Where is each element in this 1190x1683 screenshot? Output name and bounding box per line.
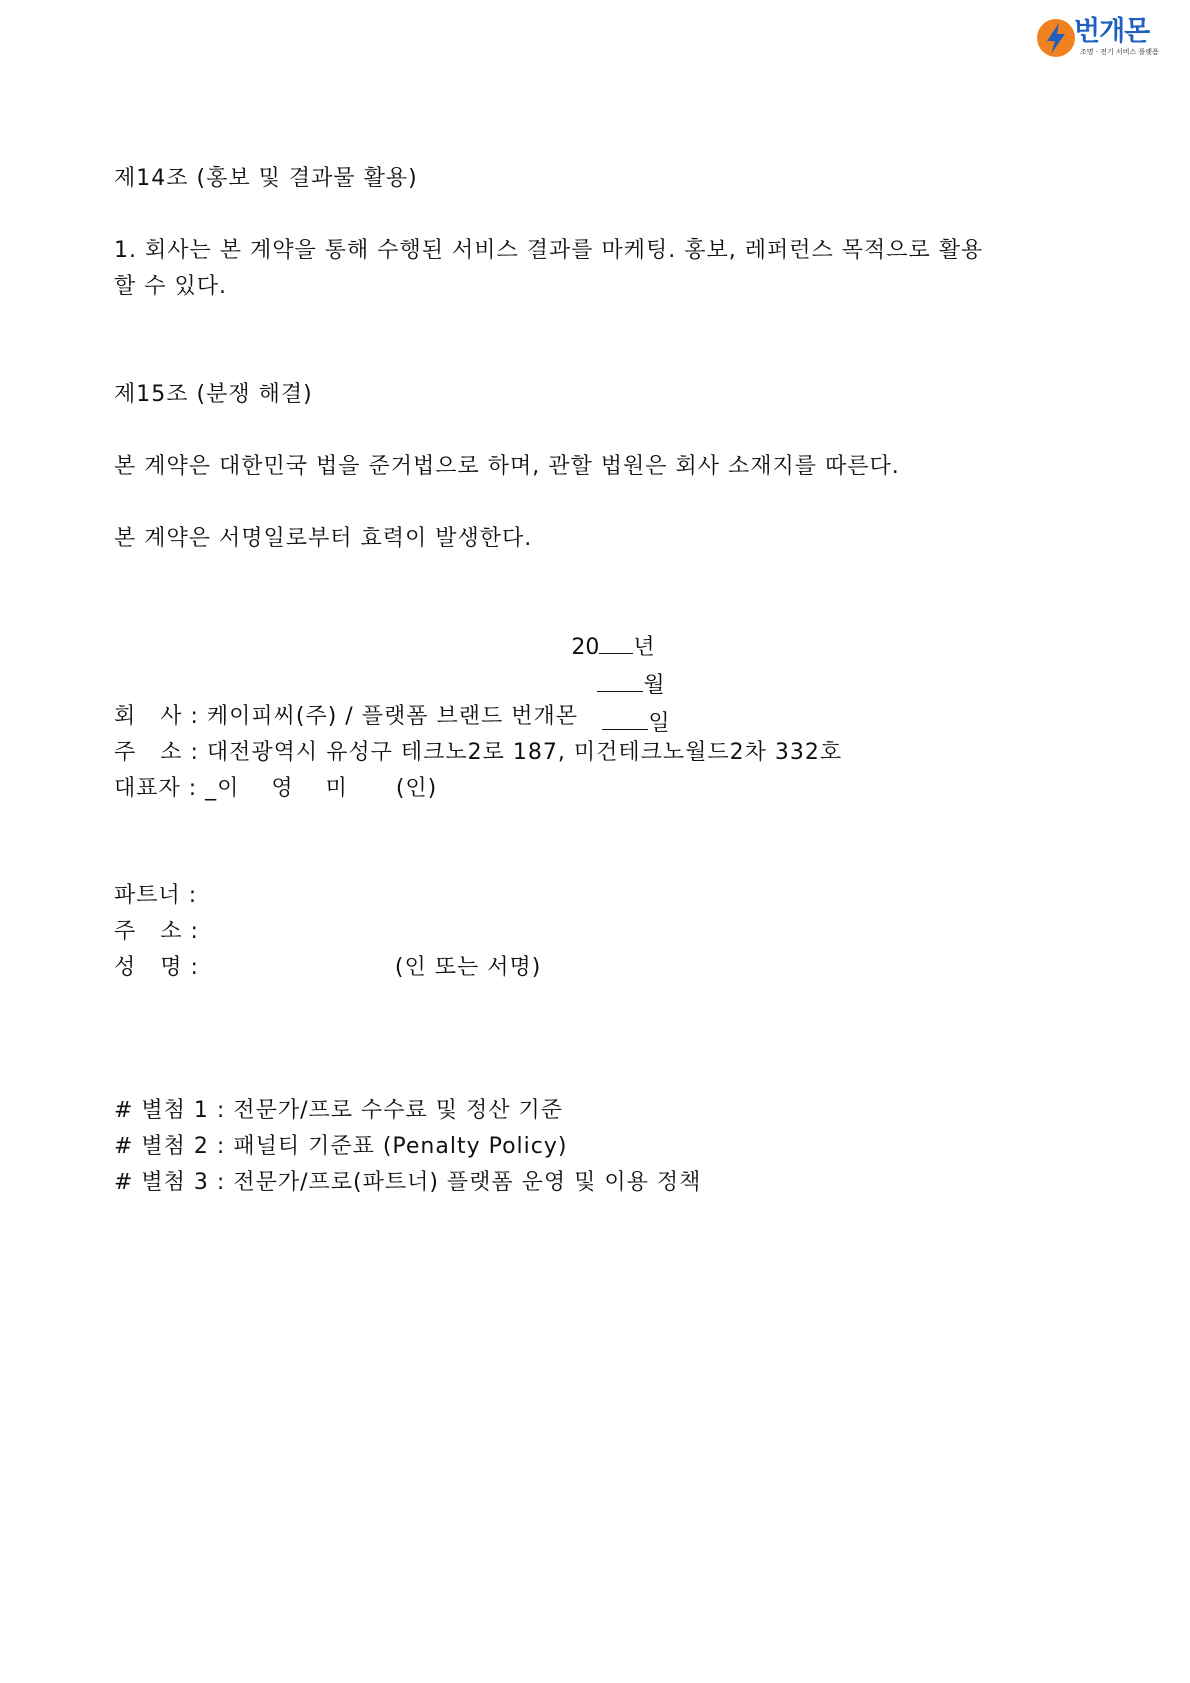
company-address-line: 주 소 : 대전광역시 유성구 테크노2로 187, 미건테크노월드2차 332호 <box>114 740 843 765</box>
date-month-blank <box>597 669 643 692</box>
brand-logo <box>1036 16 1166 60</box>
partner-sign-line <box>114 949 541 987</box>
date-day-blank <box>602 707 648 730</box>
article-15-heading: 제15조 (분쟁 해결) <box>114 382 313 407</box>
partner-sign-label: 성 명 : <box>114 955 199 980</box>
partner-address-line: 주 소 : <box>114 919 199 944</box>
article-14-clause-1-line-1: 1. 회사는 본 계약을 통해 수행된 서비스 결과를 마케팅. 홍보, 레퍼런스 목적으로 활용 <box>114 238 984 263</box>
article-14-heading: 제14조 (홍보 및 결과물 활용) <box>114 166 418 191</box>
partner-sign-suffix: (인 또는 서명) <box>394 955 542 980</box>
date-day-suffix: 일 <box>648 711 670 736</box>
logo-tagline: 조명 · 전기 서비스 플랫폼 <box>1080 48 1159 56</box>
date-year-suffix: 년 <box>633 635 655 660</box>
company-representative-line: 대표자 : _이 영 미 (인) <box>114 776 438 801</box>
company-name-line: 회 사 : 케이피씨(주) / 플랫폼 브랜드 번개몬 <box>114 704 578 729</box>
article-14-clause-1-line-2: 할 수 있다. <box>114 274 227 299</box>
logo-brand-text: 번개몬 <box>1074 16 1150 47</box>
partner-name-line: 파트너 : <box>114 883 198 908</box>
date-year-prefix: 20 <box>571 635 600 660</box>
lightning-bolt-icon <box>1036 18 1076 58</box>
attachment-1: # 별첨 1 : 전문가/프로 수수료 및 정산 기준 <box>114 1098 563 1123</box>
effective-date-clause: 본 계약은 서명일로부터 효력이 발생한다. <box>114 526 533 551</box>
date-month-suffix: 월 <box>643 673 665 698</box>
article-15-body: 본 계약은 대한민국 법을 준거법으로 하며, 관할 법원은 회사 소재지를 따른다. <box>114 454 900 479</box>
attachment-2: # 별첨 2 : 패널티 기준표 (Penalty Policy) <box>114 1134 568 1159</box>
date-year-blank <box>599 631 633 654</box>
attachment-3: # 별첨 3 : 전문가/프로(파트너) 플랫폼 운영 및 이용 정책 <box>114 1170 702 1195</box>
